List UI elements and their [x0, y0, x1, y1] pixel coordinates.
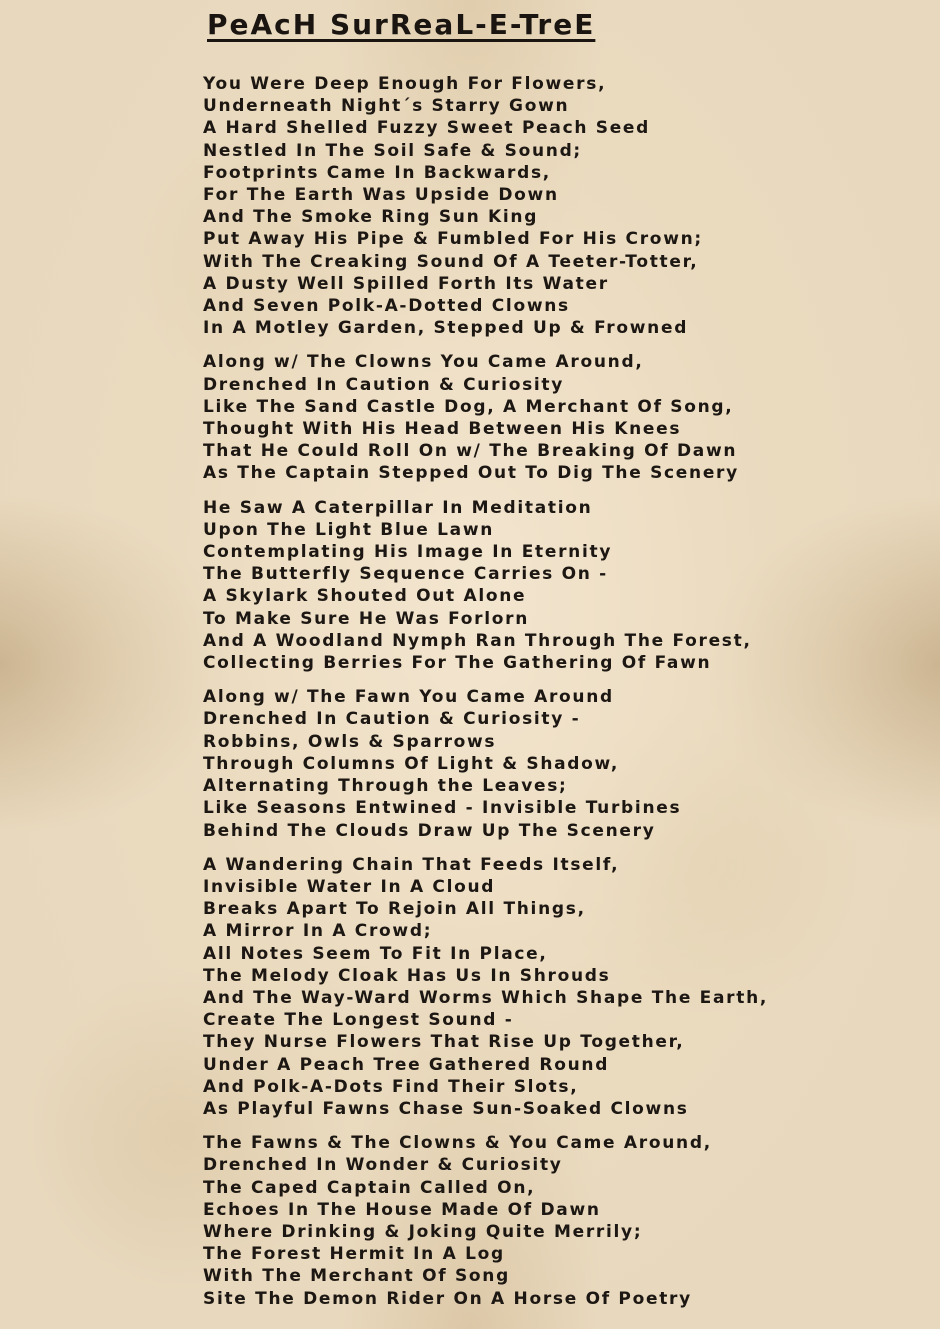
poem-line: They Nurse Flowers That Rise Up Together, [203, 1032, 685, 1053]
poem-line: Under A Peach Tree Gathered Round [203, 1054, 610, 1075]
poem-line: As Playful Fawns Chase Sun-Soaked Clowns [203, 1098, 689, 1119]
poem-line: Along w/ The Clowns You Came Around, [203, 352, 644, 373]
poem-line: The Caped Captain Called On, [203, 1177, 536, 1198]
poem-line: And A Woodland Nymph Ran Through The Forest, [203, 630, 752, 651]
stanza-5 [203, 854, 903, 1120]
poem-line: The Fawns & The Clowns & You Came Around, [203, 1133, 712, 1154]
poem-line: Through Columns Of Light & Shadow, [203, 753, 620, 774]
poem-line: Nestled In The Soil Safe & Sound; [203, 140, 582, 161]
poem-line: Site The Demon Rider On A Horse Of Poetry [203, 1288, 692, 1309]
poem-line: That He Could Roll On w/ The Breaking Of Dawn [203, 441, 738, 462]
poem-title: PeAcH SurReaL-E-TreE [207, 8, 596, 41]
poem-line: And Polk-A-Dots Find Their Slots, [203, 1076, 579, 1097]
poem-line: Where Drinking & Joking Quite Merrily; [203, 1221, 643, 1242]
poem-line: Create The Longest Sound - [203, 1010, 514, 1031]
poem-line: In A Motley Garden, Stepped Up & Frowned [203, 318, 689, 339]
poem-line: Put Away His Pipe & Fumbled For His Crown; [203, 229, 703, 250]
poem-line: For The Earth Was Upside Down [203, 185, 559, 206]
poem-line: Collecting Berries For The Gathering Of Fawn [203, 653, 712, 674]
poem-line: The Butterfly Sequence Carries On - [203, 564, 608, 585]
poem-line: Drenched In Caution & Curiosity - [203, 709, 581, 730]
stanza-6 [203, 1132, 903, 1310]
poem-line: Invisible Water In A Cloud [203, 876, 496, 897]
poem-line: A Skylark Shouted Out Alone [203, 586, 527, 607]
poem-line: Drenched In Caution & Curiosity [203, 374, 565, 395]
poem-line: And The Smoke Ring Sun King [203, 207, 539, 228]
poem-line: Contemplating His Image In Eternity [203, 542, 613, 563]
poem-line: Along w/ The Fawn You Came Around [203, 687, 614, 708]
poem-line: The Melody Cloak Has Us In Shrouds [203, 965, 611, 986]
poem-line: A Wandering Chain That Feeds Itself, [203, 854, 620, 875]
poem-line: And The Way-Ward Worms Which Shape The Earth, [203, 987, 769, 1008]
poem-line: Like The Sand Castle Dog, A Merchant Of Song, [203, 396, 734, 417]
poem-line: Breaks Apart To Rejoin All Things, [203, 899, 586, 920]
poem-line: With The Creaking Sound Of A Teeter-Totter, [203, 251, 699, 272]
poem-line: Thought With His Head Between His Knees [203, 419, 682, 440]
poem-line: And Seven Polk-A-Dotted Clowns [203, 296, 570, 317]
poem-line: A Dusty Well Spilled Forth Its Water [203, 273, 609, 294]
poem-line: All Notes Seem To Fit In Place, [203, 943, 548, 964]
poem-line: Upon The Light Blue Lawn [203, 519, 495, 540]
poem-line: Drenched In Wonder & Curiosity [203, 1155, 563, 1176]
poem-line: Behind The Clouds Draw Up The Scenery [203, 820, 656, 841]
poem-line: Alternating Through the Leaves; [203, 776, 568, 797]
stanza-3 [203, 497, 903, 675]
poem-line: You Were Deep Enough For Flowers, [203, 74, 607, 94]
poem-line: Echoes In The House Made Of Dawn [203, 1199, 601, 1220]
poem-line: A Hard Shelled Fuzzy Sweet Peach Seed [203, 118, 651, 139]
poem-line: He Saw A Caterpillar In Meditation [203, 497, 593, 518]
poem-line: To Make Sure He Was Forlorn [203, 608, 530, 629]
poem-line: With The Merchant Of Song [203, 1266, 510, 1287]
poem-line: The Forest Hermit In A Log [203, 1244, 505, 1265]
stanza-1 [203, 73, 903, 339]
poem-line: Robbins, Owls & Sparrows [203, 731, 497, 752]
poem-line: Underneath Night´s Starry Gown [203, 96, 570, 117]
poem-line: A Mirror In A Crowd; [203, 921, 433, 942]
poem-line: As The Captain Stepped Out To Dig The Scenery [203, 463, 739, 484]
poem-body [203, 73, 903, 1322]
stanza-2 [203, 351, 903, 484]
poem-line: Like Seasons Entwined - Invisible Turbines [203, 798, 682, 819]
stanza-4 [203, 686, 903, 841]
poem-line: Footprints Came In Backwards, [203, 162, 551, 183]
